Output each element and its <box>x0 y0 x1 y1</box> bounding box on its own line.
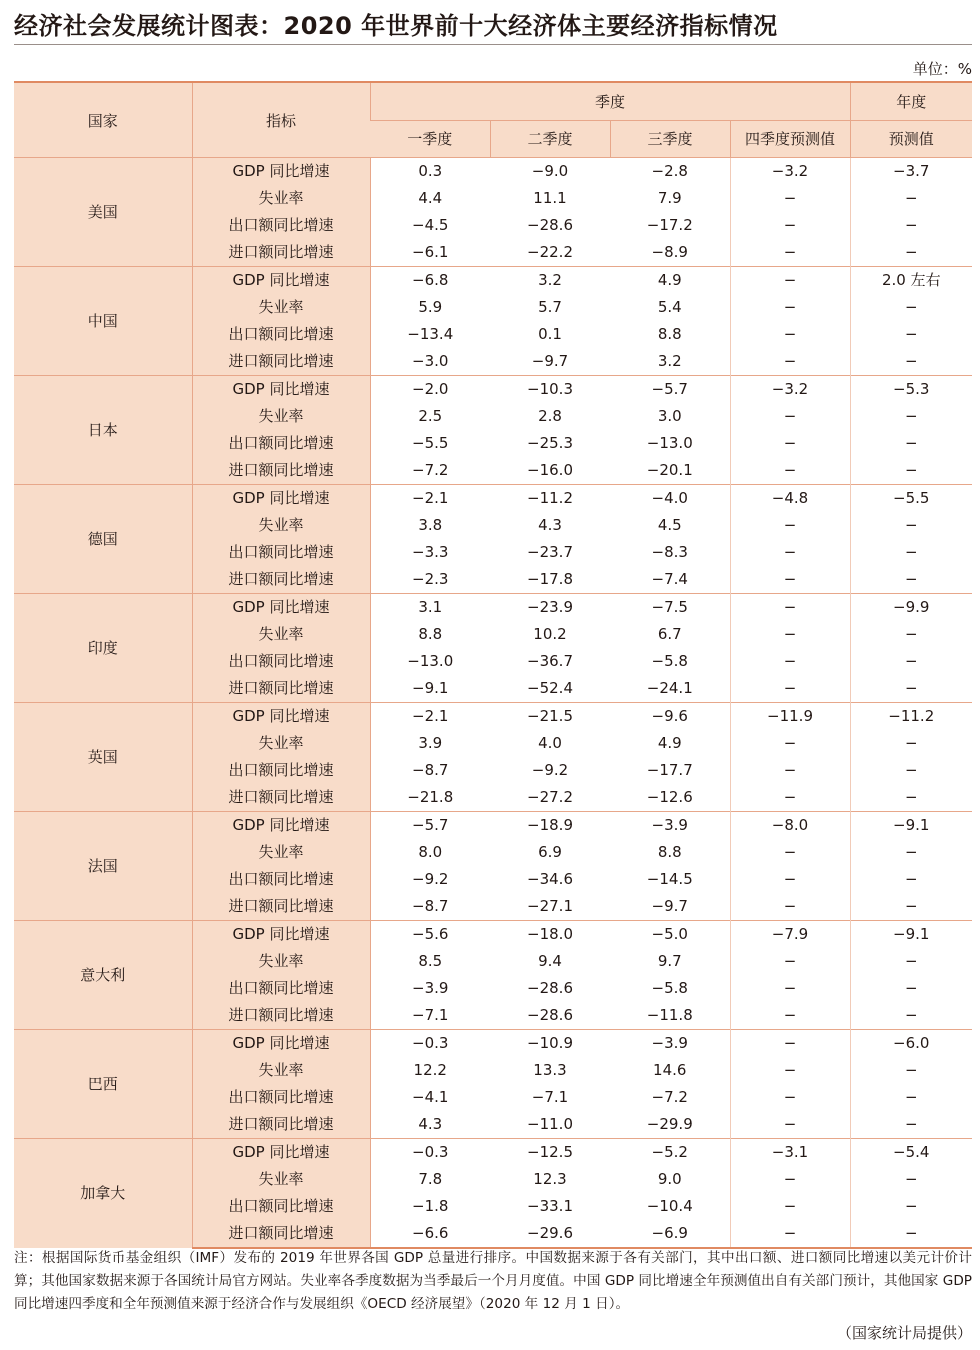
value-cell: −2.3 <box>370 566 490 594</box>
value-cell: −0.3 <box>370 1139 490 1167</box>
indicator-cell: 进口额同比增速 <box>192 1002 370 1030</box>
source-credit: （国家统计局提供） <box>836 1324 972 1342</box>
indicator-cell: GDP 同比增速 <box>192 376 370 404</box>
value-cell: −9.2 <box>490 757 610 784</box>
indicator-cell: 进口额同比增速 <box>192 784 370 812</box>
value-cell: 4.9 <box>610 730 730 757</box>
indicator-cell: GDP 同比增速 <box>192 703 370 731</box>
value-cell: − <box>850 1084 972 1111</box>
value-cell: − <box>730 1057 850 1084</box>
value-cell: −3.9 <box>370 975 490 1002</box>
value-cell: 3.2 <box>610 348 730 376</box>
value-cell: −5.5 <box>850 485 972 513</box>
value-cell: −2.0 <box>370 376 490 404</box>
value-cell: 4.3 <box>370 1111 490 1139</box>
value-cell: − <box>730 975 850 1002</box>
indicator-cell: 进口额同比增速 <box>192 239 370 267</box>
value-cell: −5.8 <box>610 975 730 1002</box>
country-cell: 中国 <box>14 267 192 376</box>
value-cell: −11.2 <box>850 703 972 731</box>
footnote: 注：根据国际货币基金组织（IMF）发布的 2019 年世界各国 GDP 总量进行排序。中国数据来源于各有关部门，其中出口额、进口额同比增速以美元计价计算；其他国家数据来源于各国统计局官方网站。失业率各季度数据为当季最后一个月月度值。中国 GDP 同比增速全年预测值出自有关部门预计，其他国家 GDP 同比增速四季度和全年预测值来源于经济合作与发展组织《OECD 经济展望》（2020 年 12 月 1 日）。 <box>14 1250 972 1312</box>
header-indicator: 指标 <box>192 82 370 158</box>
value-cell: −7.2 <box>370 457 490 485</box>
value-cell: −17.7 <box>610 757 730 784</box>
value-cell: −27.2 <box>490 784 610 812</box>
value-cell: −7.2 <box>610 1084 730 1111</box>
indicator-cell: 失业率 <box>192 512 370 539</box>
value-cell: −33.1 <box>490 1193 610 1220</box>
value-cell: −9.7 <box>490 348 610 376</box>
indicator-cell: 出口额同比增速 <box>192 1193 370 1220</box>
indicator-cell: 出口额同比增速 <box>192 866 370 893</box>
indicator-cell: 进口额同比增速 <box>192 348 370 376</box>
value-cell: −21.5 <box>490 703 610 731</box>
value-cell: − <box>850 757 972 784</box>
country-cell: 意大利 <box>14 921 192 1030</box>
value-cell: − <box>730 539 850 566</box>
value-cell: 11.1 <box>490 185 610 212</box>
page-title: 经济社会发展统计图表：2020 年世界前十大经济体主要经济指标情况 <box>14 12 778 40</box>
value-cell: −9.1 <box>850 812 972 840</box>
value-cell: 9.7 <box>610 948 730 975</box>
indicator-cell: 失业率 <box>192 403 370 430</box>
value-cell: −9.2 <box>370 866 490 893</box>
value-cell: − <box>730 621 850 648</box>
value-cell: − <box>850 1220 972 1248</box>
value-cell: 8.8 <box>610 321 730 348</box>
value-cell: − <box>850 403 972 430</box>
header-q3: 三季度 <box>610 120 730 158</box>
indicator-cell: GDP 同比增速 <box>192 1139 370 1167</box>
value-cell: −7.9 <box>730 921 850 949</box>
value-cell: 4.9 <box>610 267 730 295</box>
header-q1: 一季度 <box>370 120 490 158</box>
country-cell: 法国 <box>14 812 192 921</box>
indicator-cell: 失业率 <box>192 948 370 975</box>
value-cell: −18.9 <box>490 812 610 840</box>
indicator-cell: 失业率 <box>192 185 370 212</box>
value-cell: 8.8 <box>610 839 730 866</box>
value-cell: − <box>730 648 850 675</box>
value-cell: − <box>850 675 972 703</box>
value-cell: − <box>850 512 972 539</box>
value-cell: 8.8 <box>370 621 490 648</box>
value-cell: −1.8 <box>370 1193 490 1220</box>
value-cell: − <box>730 1084 850 1111</box>
value-cell: − <box>730 1166 850 1193</box>
value-cell: −6.8 <box>370 267 490 295</box>
value-cell: −3.3 <box>370 539 490 566</box>
value-cell: − <box>850 457 972 485</box>
value-cell: −12.5 <box>490 1139 610 1167</box>
value-cell: − <box>730 1111 850 1139</box>
value-cell: −9.1 <box>850 921 972 949</box>
value-cell: −36.7 <box>490 648 610 675</box>
value-cell: 8.5 <box>370 948 490 975</box>
value-cell: − <box>850 975 972 1002</box>
value-cell: − <box>730 784 850 812</box>
value-cell: − <box>730 239 850 267</box>
value-cell: −16.0 <box>490 457 610 485</box>
value-cell: 4.3 <box>490 512 610 539</box>
value-cell: −4.8 <box>730 485 850 513</box>
indicator-cell: 进口额同比增速 <box>192 566 370 594</box>
indicator-cell: 失业率 <box>192 294 370 321</box>
value-cell: −4.5 <box>370 212 490 239</box>
value-cell: − <box>730 839 850 866</box>
indicator-cell: 出口额同比增速 <box>192 539 370 566</box>
value-cell: 8.0 <box>370 839 490 866</box>
indicator-cell: GDP 同比增速 <box>192 921 370 949</box>
indicator-table <box>14 81 972 1249</box>
value-cell: − <box>850 348 972 376</box>
value-cell: −9.0 <box>490 158 610 186</box>
value-cell: − <box>850 185 972 212</box>
value-cell: −17.2 <box>610 212 730 239</box>
table-row <box>14 1030 972 1058</box>
indicator-cell: 出口额同比增速 <box>192 212 370 239</box>
value-cell: − <box>850 539 972 566</box>
header-year: 预测值 <box>850 120 972 158</box>
value-cell: − <box>730 267 850 295</box>
value-cell: − <box>730 866 850 893</box>
value-cell: −5.3 <box>850 376 972 404</box>
value-cell: −5.4 <box>850 1139 972 1167</box>
value-cell: −34.6 <box>490 866 610 893</box>
table-row <box>14 921 972 949</box>
value-cell: − <box>850 566 972 594</box>
value-cell: − <box>850 948 972 975</box>
value-cell: −9.6 <box>610 703 730 731</box>
value-cell: −10.3 <box>490 376 610 404</box>
value-cell: 2.8 <box>490 403 610 430</box>
value-cell: −3.7 <box>850 158 972 186</box>
value-cell: − <box>850 321 972 348</box>
value-cell: − <box>730 457 850 485</box>
indicator-cell: 进口额同比增速 <box>192 1111 370 1139</box>
value-cell: − <box>850 648 972 675</box>
header-quarter-group: 季度 <box>370 82 850 120</box>
value-cell: −5.5 <box>370 430 490 457</box>
indicator-cell: 出口额同比增速 <box>192 321 370 348</box>
value-cell: −28.6 <box>490 212 610 239</box>
value-cell: −6.1 <box>370 239 490 267</box>
value-cell: −28.6 <box>490 975 610 1002</box>
value-cell: −8.7 <box>370 757 490 784</box>
value-cell: −5.7 <box>370 812 490 840</box>
header-q4: 四季度预测值 <box>730 120 850 158</box>
value-cell: −17.8 <box>490 566 610 594</box>
value-cell: − <box>730 675 850 703</box>
value-cell: −7.5 <box>610 594 730 622</box>
value-cell: 4.5 <box>610 512 730 539</box>
value-cell: 3.9 <box>370 730 490 757</box>
country-cell: 巴西 <box>14 1030 192 1139</box>
value-cell: −11.8 <box>610 1002 730 1030</box>
value-cell: −20.1 <box>610 457 730 485</box>
table-row <box>14 376 972 404</box>
value-cell: 5.4 <box>610 294 730 321</box>
value-cell: −13.4 <box>370 321 490 348</box>
value-cell: 12.2 <box>370 1057 490 1084</box>
value-cell: 12.3 <box>490 1166 610 1193</box>
indicator-cell: 失业率 <box>192 1166 370 1193</box>
value-cell: −5.0 <box>610 921 730 949</box>
value-cell: −13.0 <box>370 648 490 675</box>
value-cell: − <box>850 1002 972 1030</box>
value-cell: 10.2 <box>490 621 610 648</box>
value-cell: 5.7 <box>490 294 610 321</box>
value-cell: −4.0 <box>610 485 730 513</box>
value-cell: − <box>850 730 972 757</box>
unit-label: 单位：% <box>912 60 972 78</box>
indicator-cell: 出口额同比增速 <box>192 757 370 784</box>
value-cell: −7.4 <box>610 566 730 594</box>
value-cell: −14.5 <box>610 866 730 893</box>
indicator-cell: 进口额同比增速 <box>192 457 370 485</box>
value-cell: −2.1 <box>370 703 490 731</box>
value-cell: − <box>850 1057 972 1084</box>
value-cell: 13.3 <box>490 1057 610 1084</box>
value-cell: −27.1 <box>490 893 610 921</box>
value-cell: − <box>850 1166 972 1193</box>
value-cell: − <box>730 1002 850 1030</box>
value-cell: −8.7 <box>370 893 490 921</box>
value-cell: −23.7 <box>490 539 610 566</box>
value-cell: 3.8 <box>370 512 490 539</box>
value-cell: − <box>730 566 850 594</box>
value-cell: − <box>730 757 850 784</box>
header-year-group: 年度 <box>850 82 972 120</box>
value-cell: −5.8 <box>610 648 730 675</box>
value-cell: 5.9 <box>370 294 490 321</box>
header-country: 国家 <box>14 82 192 158</box>
value-cell: 2.5 <box>370 403 490 430</box>
value-cell: 7.8 <box>370 1166 490 1193</box>
value-cell: −21.8 <box>370 784 490 812</box>
value-cell: 3.2 <box>490 267 610 295</box>
value-cell: −12.6 <box>610 784 730 812</box>
value-cell: − <box>850 866 972 893</box>
value-cell: −3.2 <box>730 158 850 186</box>
indicator-cell: 进口额同比增速 <box>192 1220 370 1248</box>
indicator-cell: GDP 同比增速 <box>192 594 370 622</box>
value-cell: −22.2 <box>490 239 610 267</box>
value-cell: − <box>730 948 850 975</box>
value-cell: − <box>850 239 972 267</box>
table-row <box>14 812 972 840</box>
value-cell: −11.2 <box>490 485 610 513</box>
indicator-cell: 进口额同比增速 <box>192 893 370 921</box>
value-cell: − <box>850 1111 972 1139</box>
indicator-cell: 出口额同比增速 <box>192 975 370 1002</box>
value-cell: −2.8 <box>610 158 730 186</box>
value-cell: 6.7 <box>610 621 730 648</box>
value-cell: −8.0 <box>730 812 850 840</box>
value-cell: −3.2 <box>730 376 850 404</box>
value-cell: − <box>850 893 972 921</box>
indicator-cell: 出口额同比增速 <box>192 648 370 675</box>
indicator-cell: GDP 同比增速 <box>192 485 370 513</box>
value-cell: −3.0 <box>370 348 490 376</box>
value-cell: −2.1 <box>370 485 490 513</box>
value-cell: 2.0 左右 <box>850 267 972 295</box>
value-cell: −7.1 <box>490 1084 610 1111</box>
table-row <box>14 703 972 731</box>
value-cell: − <box>850 430 972 457</box>
value-cell: −28.6 <box>490 1002 610 1030</box>
value-cell: −29.9 <box>610 1111 730 1139</box>
value-cell: − <box>850 212 972 239</box>
value-cell: − <box>850 784 972 812</box>
country-cell: 美国 <box>14 158 192 267</box>
value-cell: −13.0 <box>610 430 730 457</box>
value-cell: −6.0 <box>850 1030 972 1058</box>
value-cell: −6.9 <box>610 1220 730 1248</box>
value-cell: − <box>730 1220 850 1248</box>
value-cell: −11.0 <box>490 1111 610 1139</box>
value-cell: −25.3 <box>490 430 610 457</box>
country-cell: 英国 <box>14 703 192 812</box>
value-cell: −6.6 <box>370 1220 490 1248</box>
indicator-cell: 出口额同比增速 <box>192 430 370 457</box>
value-cell: − <box>850 294 972 321</box>
indicator-cell: 失业率 <box>192 1057 370 1084</box>
value-cell: 4.4 <box>370 185 490 212</box>
value-cell: − <box>730 594 850 622</box>
value-cell: 3.1 <box>370 594 490 622</box>
indicator-cell: 出口额同比增速 <box>192 1084 370 1111</box>
value-cell: −52.4 <box>490 675 610 703</box>
indicator-cell: GDP 同比增速 <box>192 267 370 295</box>
value-cell: − <box>730 294 850 321</box>
value-cell: −9.7 <box>610 893 730 921</box>
indicator-cell: 失业率 <box>192 839 370 866</box>
value-cell: − <box>730 730 850 757</box>
table-body <box>14 158 972 1249</box>
table-row <box>14 158 972 186</box>
value-cell: −3.9 <box>610 812 730 840</box>
value-cell: − <box>730 512 850 539</box>
indicator-cell: GDP 同比增速 <box>192 812 370 840</box>
header-q2: 二季度 <box>490 120 610 158</box>
title-rule <box>14 44 972 45</box>
value-cell: −5.7 <box>610 376 730 404</box>
value-cell: −23.9 <box>490 594 610 622</box>
value-cell: −24.1 <box>610 675 730 703</box>
value-cell: −9.1 <box>370 675 490 703</box>
value-cell: −8.3 <box>610 539 730 566</box>
value-cell: − <box>730 321 850 348</box>
value-cell: 4.0 <box>490 730 610 757</box>
value-cell: −18.0 <box>490 921 610 949</box>
country-cell: 德国 <box>14 485 192 594</box>
value-cell: −10.9 <box>490 1030 610 1058</box>
indicator-cell: GDP 同比增速 <box>192 1030 370 1058</box>
indicator-cell: 失业率 <box>192 621 370 648</box>
value-cell: 6.9 <box>490 839 610 866</box>
value-cell: −8.9 <box>610 239 730 267</box>
value-cell: −5.2 <box>610 1139 730 1167</box>
value-cell: 14.6 <box>610 1057 730 1084</box>
value-cell: − <box>730 1030 850 1058</box>
table-row <box>14 594 972 622</box>
country-cell: 印度 <box>14 594 192 703</box>
indicator-cell: GDP 同比增速 <box>192 158 370 186</box>
value-cell: −29.6 <box>490 1220 610 1248</box>
value-cell: 3.0 <box>610 403 730 430</box>
value-cell: −5.6 <box>370 921 490 949</box>
value-cell: − <box>850 839 972 866</box>
value-cell: 9.0 <box>610 1166 730 1193</box>
value-cell: −10.4 <box>610 1193 730 1220</box>
value-cell: − <box>730 185 850 212</box>
value-cell: 0.1 <box>490 321 610 348</box>
value-cell: − <box>730 430 850 457</box>
value-cell: − <box>730 403 850 430</box>
value-cell: −3.9 <box>610 1030 730 1058</box>
value-cell: − <box>730 893 850 921</box>
indicator-cell: 进口额同比增速 <box>192 675 370 703</box>
value-cell: − <box>850 1193 972 1220</box>
indicator-cell: 失业率 <box>192 730 370 757</box>
value-cell: −9.9 <box>850 594 972 622</box>
value-cell: −11.9 <box>730 703 850 731</box>
value-cell: 9.4 <box>490 948 610 975</box>
value-cell: 0.3 <box>370 158 490 186</box>
value-cell: − <box>730 348 850 376</box>
value-cell: −4.1 <box>370 1084 490 1111</box>
value-cell: −0.3 <box>370 1030 490 1058</box>
value-cell: − <box>730 1193 850 1220</box>
country-cell: 加拿大 <box>14 1139 192 1249</box>
value-cell: −7.1 <box>370 1002 490 1030</box>
table-row <box>14 1139 972 1167</box>
value-cell: − <box>730 212 850 239</box>
table-row <box>14 267 972 295</box>
country-cell: 日本 <box>14 376 192 485</box>
value-cell: −3.1 <box>730 1139 850 1167</box>
value-cell: − <box>850 621 972 648</box>
table-row <box>14 485 972 513</box>
value-cell: 7.9 <box>610 185 730 212</box>
